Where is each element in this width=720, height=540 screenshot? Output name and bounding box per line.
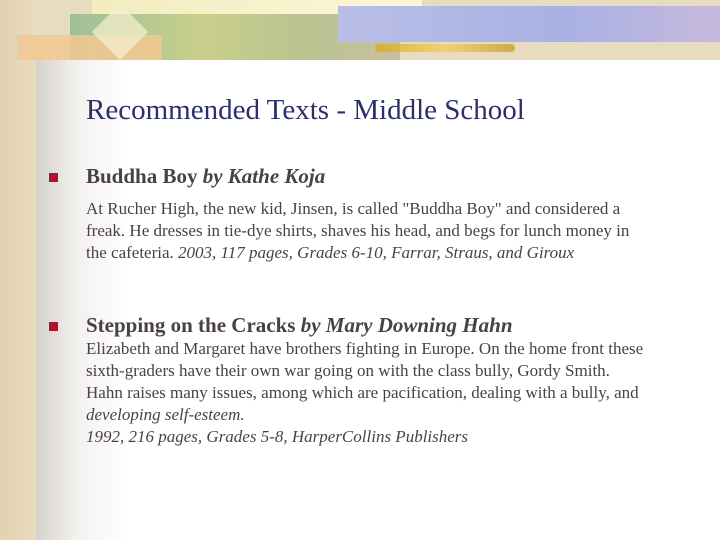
book-heading: [86, 164, 325, 189]
bullet-icon: [49, 322, 58, 331]
slide-title: Recommended Texts - Middle School: [86, 94, 525, 126]
description-emphasis: developing self-esteem.: [86, 405, 245, 424]
book-details: 2003, 117 pages, Grades 6-10, Farrar, Straus, and Giroux: [178, 243, 575, 262]
slide-panel: [36, 60, 720, 540]
parchment-border: [0, 0, 40, 540]
book-author: by Mary Downing Hahn: [300, 313, 513, 337]
book-author: by Kathe Koja: [202, 164, 326, 188]
book-title: Stepping on the Cracks: [86, 313, 296, 337]
book-description: [86, 338, 646, 448]
decor-blue-band: [338, 6, 720, 42]
decor-gold-sprig: [375, 44, 515, 52]
book-details: 1992, 216 pages, Grades 5-8, HarperCollins Publishers: [86, 427, 469, 446]
description-text: At Rucher High, the new kid, Jinsen, is called "Buddha Boy" and considered a freak. He dresses in tie-dye shirts, shaves his head, and begs for lunch money in the cafeteria.: [86, 199, 630, 262]
book-description: [86, 198, 646, 264]
book-title: Buddha Boy: [86, 164, 198, 188]
description-text: Elizabeth and Margaret have brothers fighting in Europe. On the home front these sixth-graders have their own war going on with the class bully, Gordy Smith. Hahn raises many issues, among which are pacification, dealing with a bully, and: [86, 339, 644, 402]
bullet-icon: [49, 173, 58, 182]
book-heading: [86, 313, 513, 338]
